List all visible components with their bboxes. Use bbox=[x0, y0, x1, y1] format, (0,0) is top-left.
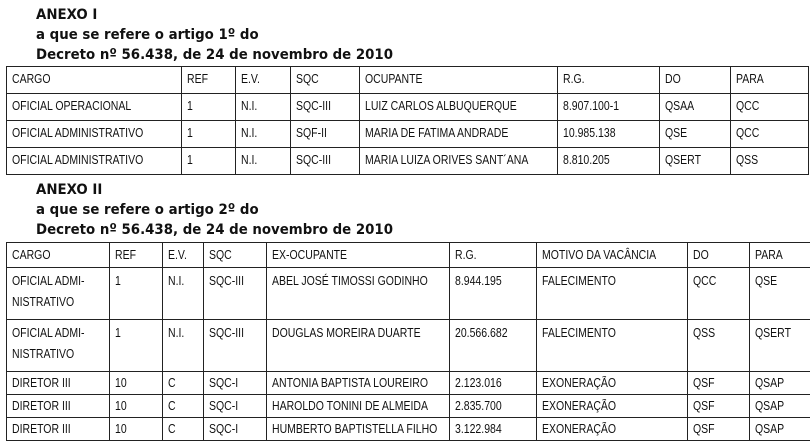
cell-sqc: SQC-III bbox=[204, 320, 267, 372]
cell-sqc: SQC-III bbox=[291, 148, 360, 175]
cell-do: QSF bbox=[688, 395, 750, 418]
cell-ev: N.I. bbox=[163, 320, 204, 372]
cell-cargo: DIRETOR III bbox=[7, 372, 110, 395]
cell-motivo: FALECIMENTO bbox=[537, 268, 688, 320]
cell-ex-ocupante: ANTONIA BAPTISTA LOUREIRO bbox=[267, 372, 450, 395]
table-row bbox=[7, 395, 810, 418]
annex1-title: ANEXO I bbox=[36, 7, 98, 23]
cell-rg: 8.810.205 bbox=[558, 148, 660, 175]
col-header-para: PARA bbox=[750, 243, 810, 268]
cell-ex-ocupante: DOUGLAS MOREIRA DUARTE bbox=[267, 320, 450, 372]
table-row bbox=[7, 320, 810, 372]
col-header-motivo: MOTIVO DA VACÂNCIA bbox=[537, 243, 688, 268]
cell-do: QCC bbox=[688, 268, 750, 320]
cell-do: QSE bbox=[660, 121, 731, 148]
cell-rg: 10.985.138 bbox=[558, 121, 660, 148]
annex1-table bbox=[6, 66, 809, 175]
cell-sqc: SQC-I bbox=[204, 418, 267, 441]
cell-motivo: EXONERAÇÃO bbox=[537, 372, 688, 395]
col-header-para: PARA bbox=[731, 67, 809, 94]
cell-rg: 2.835.700 bbox=[450, 395, 537, 418]
cell-do: QSS bbox=[688, 320, 750, 372]
cell-ocupante: LUIZ CARLOS ALBUQUERQUE bbox=[360, 94, 558, 121]
cell-ev: N.I. bbox=[236, 148, 291, 175]
cell-sqc: SQC-I bbox=[204, 372, 267, 395]
cell-sqc: SQC-III bbox=[204, 268, 267, 320]
col-header-rg: R.G. bbox=[558, 67, 660, 94]
cell-ocupante: MARIA DE FATIMA ANDRADE bbox=[360, 121, 558, 148]
col-header-do: DO bbox=[688, 243, 750, 268]
cell-para: QSAP bbox=[750, 372, 810, 395]
cell-ex-ocupante: HAROLDO TONINI DE ALMEIDA bbox=[267, 395, 450, 418]
cell-ev: C bbox=[163, 395, 204, 418]
cell-para: QSAP bbox=[750, 395, 810, 418]
annex1-subtitle: a que se refere o artigo 1º do bbox=[36, 27, 259, 43]
col-header-sqc: SQC bbox=[204, 243, 267, 268]
cell-ocupante: MARIA LUIZA ORIVES SANT´ANA bbox=[360, 148, 558, 175]
col-header-rg: R.G. bbox=[450, 243, 537, 268]
annex2-heading bbox=[36, 180, 393, 240]
cell-cargo: OFICIAL ADMINISTRATIVO bbox=[7, 148, 182, 175]
col-header-cargo: CARGO bbox=[7, 67, 182, 94]
cell-cargo: OFICIAL ADMI- NISTRATIVO bbox=[7, 320, 110, 372]
cell-para: QCC bbox=[731, 94, 809, 121]
cell-rg: 2.123.016 bbox=[450, 372, 537, 395]
annex2-decree: Decreto nº 56.438, de 24 de novembro de 2010 bbox=[36, 222, 394, 238]
cell-rg: 3.122.984 bbox=[450, 418, 537, 441]
cell-cargo: OFICIAL OPERACIONAL bbox=[7, 94, 182, 121]
cell-ex-ocupante: ABEL JOSÉ TIMOSSI GODINHO bbox=[267, 268, 450, 320]
table-row bbox=[7, 94, 809, 121]
cell-ev: N.I. bbox=[236, 121, 291, 148]
annex1-decree: Decreto nº 56.438, de 24 de novembro de 2010 bbox=[36, 47, 394, 63]
cell-rg: 8.907.100-1 bbox=[558, 94, 660, 121]
table-row bbox=[7, 121, 809, 148]
cell-ev: C bbox=[163, 372, 204, 395]
annex2-title: ANEXO II bbox=[36, 182, 103, 198]
cell-do: QSF bbox=[688, 372, 750, 395]
col-header-ref: REF bbox=[110, 243, 163, 268]
col-header-cargo: CARGO bbox=[7, 243, 110, 268]
col-header-ocupante: OCUPANTE bbox=[360, 67, 558, 94]
cell-ref: 10 bbox=[110, 418, 163, 441]
cell-sqc: SQC-III bbox=[291, 94, 360, 121]
cell-rg: 8.944.195 bbox=[450, 268, 537, 320]
table-row bbox=[7, 418, 810, 441]
annex2-table bbox=[6, 242, 810, 441]
cell-motivo: EXONERAÇÃO bbox=[537, 418, 688, 441]
cell-ev: C bbox=[163, 418, 204, 441]
cell-sqc: SQC-I bbox=[204, 395, 267, 418]
cell-rg: 20.566.682 bbox=[450, 320, 537, 372]
annex2-subtitle: a que se refere o artigo 2º do bbox=[36, 202, 259, 218]
col-header-sqc: SQC bbox=[291, 67, 360, 94]
cell-ref: 1 bbox=[182, 121, 236, 148]
col-header-do: DO bbox=[660, 67, 731, 94]
annex1-header-row bbox=[7, 67, 809, 94]
annex2-header-row bbox=[7, 243, 810, 268]
cell-ref: 10 bbox=[110, 372, 163, 395]
cell-do: QSAA bbox=[660, 94, 731, 121]
cell-para: QSE bbox=[750, 268, 810, 320]
col-header-ev: E.V. bbox=[163, 243, 204, 268]
cell-motivo: FALECIMENTO bbox=[537, 320, 688, 372]
cell-cargo: DIRETOR III bbox=[7, 418, 110, 441]
cell-ref: 1 bbox=[110, 320, 163, 372]
cell-ref: 1 bbox=[182, 94, 236, 121]
cell-cargo: OFICIAL ADMINISTRATIVO bbox=[7, 121, 182, 148]
cell-para: QCC bbox=[731, 121, 809, 148]
table-row bbox=[7, 148, 809, 175]
col-header-ref: REF bbox=[182, 67, 236, 94]
cell-ref: 1 bbox=[110, 268, 163, 320]
cell-cargo: DIRETOR III bbox=[7, 395, 110, 418]
cell-ev: N.I. bbox=[163, 268, 204, 320]
col-header-ex-ocupante: EX-OCUPANTE bbox=[267, 243, 450, 268]
cell-do: QSERT bbox=[660, 148, 731, 175]
cell-cargo: OFICIAL ADMI- NISTRATIVO bbox=[7, 268, 110, 320]
annex1-heading bbox=[36, 5, 393, 65]
cell-sqc: SQF-II bbox=[291, 121, 360, 148]
cell-ref: 10 bbox=[110, 395, 163, 418]
cell-para: QSERT bbox=[750, 320, 810, 372]
table-row bbox=[7, 372, 810, 395]
cell-do: QSF bbox=[688, 418, 750, 441]
cell-para: QSS bbox=[731, 148, 809, 175]
cell-para: QSAP bbox=[750, 418, 810, 441]
cell-motivo: EXONERAÇÃO bbox=[537, 395, 688, 418]
table-row bbox=[7, 268, 810, 320]
cell-ev: N.I. bbox=[236, 94, 291, 121]
col-header-ev: E.V. bbox=[236, 67, 291, 94]
cell-ref: 1 bbox=[182, 148, 236, 175]
cell-ex-ocupante: HUMBERTO BAPTISTELLA FILHO bbox=[267, 418, 450, 441]
